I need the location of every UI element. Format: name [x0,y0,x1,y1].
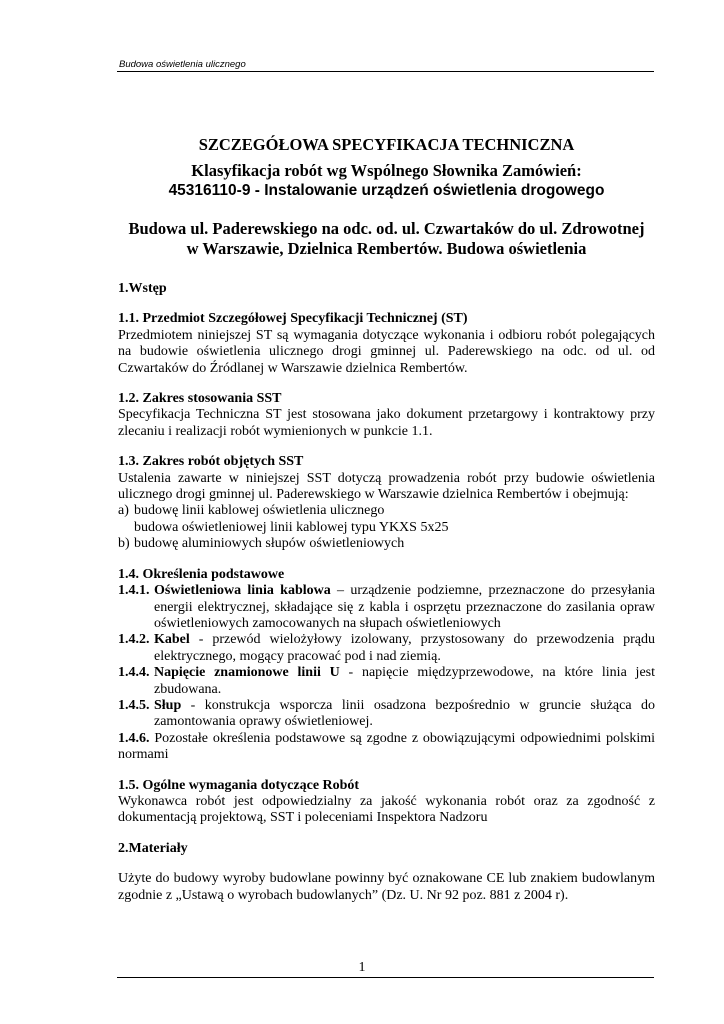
list-text-b: budowę aluminiowych słupów oświetleniowych [134,536,405,552]
running-header: Budowa oświetlenia ulicznego [119,59,246,70]
header-rule [117,71,654,72]
paragraph-2: Użyte do budowy wyroby budowlane powinny być oznakowane CE lub znakiem budowlanym zgodnie z „Ustawą o wyrobach budowlanych” (Dz. U. Nr 92 poz. 881 z 2004 r). [118,871,655,903]
title-block [118,135,655,259]
list-text-a: budowę linii kablowej oświetlenia ulicznego [134,503,385,519]
list-subitem-a: budowa oświetleniowej linii kablowej typu YKXS 5x25 [134,519,449,535]
definition-body [154,665,655,698]
definition-item [118,665,655,698]
definition-item [118,632,655,665]
paragraph-1-2: Specyfikacja Techniczna ST jest stosowana jako dokument przetargowy i kontraktowy przy zlecaniu i realizacji robót wymienionych w punkcie 1.1. [118,407,655,439]
paragraph-1-5: Wykonawca robót jest odpowiedzialny za jakość wykonania robót oraz za zgodność z dokumentacją projektową, SST i poleceniami Inspektora Nadzoru [118,793,655,826]
section-heading-1-3: 1.3. Zakres robót objętych SST [118,454,304,470]
footer-rule [117,977,654,978]
definition-item [118,583,655,632]
definition-term: Kabel [154,632,190,648]
definition-term: Słup [154,697,182,713]
list-marker-b: b) [118,536,130,552]
definition-number: 1.4.2. [118,632,150,648]
section-heading-1: 1.Wstęp [118,281,167,296]
definition-body [154,632,655,665]
document-body [118,135,655,904]
definition-text: - napięcie międzyprzewodowe, na które linia jest zbudowana. [154,665,656,697]
document-title: SZCZEGÓŁOWA SPECYFIKACJA TECHNICZNA [198,135,575,154]
list-marker-a: a) [118,503,129,519]
definition-text: – urządzenie podziemne, przeznaczone do przesyłania energii elektrycznej, składające się z kabla i osprzętu przeznaczone do zasilania opraw oświetleniowych zamocowanych na słupach oświetleniowych [154,583,655,631]
definition-number: 1.4.6. [118,730,150,746]
definition-item-last [118,731,655,764]
page-number: 1 [358,960,366,975]
list-item-b [118,536,655,552]
project-title-line-2: w Warszawie, Dzielnica Rembertów. Budowa oświetlenia [186,239,587,258]
section-heading-1-2: 1.2. Zakres stosowania SST [118,391,282,407]
section-heading-1-5: 1.5. Ogólne wymagania dotyczące Robót [118,777,360,793]
definition-item [118,698,655,731]
definition-term: Napięcie znamionowe linii U [154,665,340,681]
classification-line: Klasyfikacja robót wg Wspólnego Słownika Zamówień: [191,161,582,180]
cpv-code-line: 45316110-9 - Instalowanie urządzeń oświetlenia drogowego [168,182,605,199]
definition-body [154,583,655,632]
definition-text: Pozostałe określenia podstawowe są zgodne z obowiązującymi odpowiednimi polskimi normami [118,730,656,763]
definition-term: Oświetleniowa linia kablowa [154,583,331,599]
section-heading-1-4: 1.4. Określenia podstawowe [118,566,285,582]
project-title-line-1: Budowa ul. Paderewskiego na odc. od. ul. Czwartaków do ul. Zdrowotnej [128,219,645,238]
definition-number: 1.4.5. [118,697,150,713]
definition-text: - przewód wielożyłowy izolowany, przystosowany do przewodzenia prądu elektrycznego, mogący pracować pod i nad ziemią. [154,632,655,664]
definition-number: 1.4.4. [118,665,150,681]
list-item-a [118,503,655,519]
section-heading-2: 2.Materiały [118,840,188,856]
definition-text: - konstrukcja wsporcza linii osadzona bezpośrednio w gruncie służąca do zamontowania oprawy oświetleniowej. [154,697,655,730]
paragraph-1-3: Ustalenia zawarte w niniejszej SST dotyczą prowadzenia robót przy budowie oświetlenia ulicznego drogi gminnej ul. Paderewskiego w Warszawie dzielnica Rembertów i obejmują: [118,470,655,503]
definition-number: 1.4.1. [118,583,150,599]
paragraph-1-1: Przedmiotem niniejszej ST są wymagania dotyczące wykonania i odbioru robót polegających na budowie oświetlenia ulicznego drogi gminnej ul. Paderewskiego na odc. od ul. od Czwartaków do Źródlanej w Warszawie dzielnica Rembertów. [118,327,655,376]
section-heading-1-1: 1.1. Przedmiot Szczegółowej Specyfikacji Technicznej (ST) [118,311,468,327]
definition-body [154,698,655,731]
